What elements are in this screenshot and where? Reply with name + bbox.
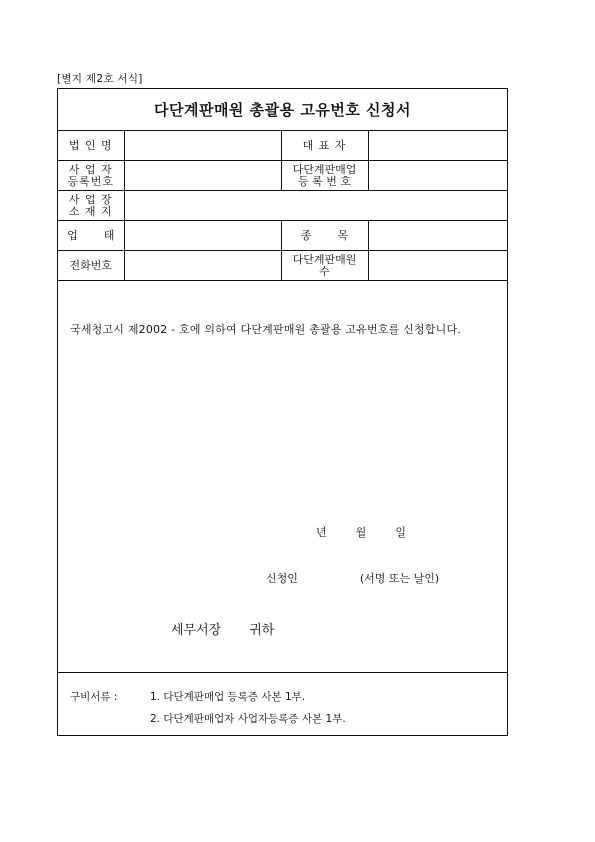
addressee [171, 619, 274, 638]
label-part: 종 [300, 228, 312, 242]
corp-name-label: 법 인 명 [58, 131, 124, 161]
label-line: 등 록 번 호 [298, 174, 351, 188]
required-document-item: 2. 다단계판매업자 사업자등록증 사본 1부. [150, 713, 346, 725]
label-line: 소 재 지 [68, 204, 113, 218]
applicant-label: 신청인 [266, 572, 298, 585]
phone-value[interactable] [124, 251, 281, 281]
honorific: 귀하 [249, 623, 275, 638]
month-label: 월 [355, 526, 367, 539]
corp-name-value[interactable] [124, 131, 281, 161]
table-row [58, 251, 507, 281]
label-line: 사 업 자 [68, 163, 113, 176]
form-number: [별지 제2호 서식] [57, 73, 143, 85]
business-type-label [58, 221, 124, 251]
business-address-label [58, 191, 124, 221]
label-line: 다단계판매원 [292, 253, 357, 266]
required-document-item: 1. 다단계판매업 등록증 사본 1부. [150, 691, 306, 703]
label-line: 사 업 장 [68, 193, 113, 206]
phone-label: 전화번호 [58, 251, 124, 281]
list-item [70, 686, 346, 708]
table-row [58, 221, 507, 251]
mlm-reg-no-label [281, 161, 368, 191]
mlm-reg-no-value[interactable] [368, 161, 507, 191]
form-title: 다단계판매원 총괄용 고유번호 신청서 [58, 89, 507, 131]
table-row [58, 131, 507, 161]
label-part: 업 [67, 228, 78, 242]
seller-count-value[interactable] [368, 251, 507, 281]
label-line: 수 [319, 264, 330, 278]
seller-count-label [281, 251, 368, 281]
representative-label: 대 표 자 [281, 131, 368, 161]
year-label: 년 [316, 526, 327, 539]
business-type-value[interactable] [124, 221, 281, 251]
list-item [70, 708, 346, 730]
sign-note: (서명 또는 날인) [359, 572, 440, 585]
section-divider [58, 672, 507, 673]
required-documents [70, 686, 346, 730]
label-part: 태 [103, 228, 115, 242]
applicant-info-table [58, 131, 507, 281]
applicant-signature-line [266, 570, 439, 586]
application-statement: 국세청고시 제2002 - 호에 의하여 다단계판매원 총괄용 고유번호를 신청합니다. [70, 323, 462, 336]
table-row [58, 191, 507, 221]
label-line: 다단계판매업 [292, 163, 357, 176]
business-reg-no-value[interactable] [124, 161, 281, 191]
tax-office-chief: 세무서장 [171, 623, 222, 638]
business-address-value[interactable] [124, 191, 507, 221]
business-reg-no-label [58, 161, 124, 191]
representative-value[interactable] [368, 131, 507, 161]
business-item-value[interactable] [368, 221, 507, 251]
label-part: 목 [337, 228, 349, 242]
date-line [316, 524, 406, 540]
business-item-label [281, 221, 368, 251]
label-line: 등록번호 [67, 174, 114, 188]
day-label: 일 [395, 526, 406, 539]
table-row [58, 161, 507, 191]
required-documents-heading: 구비서류 : [70, 691, 118, 703]
application-form [57, 88, 508, 736]
